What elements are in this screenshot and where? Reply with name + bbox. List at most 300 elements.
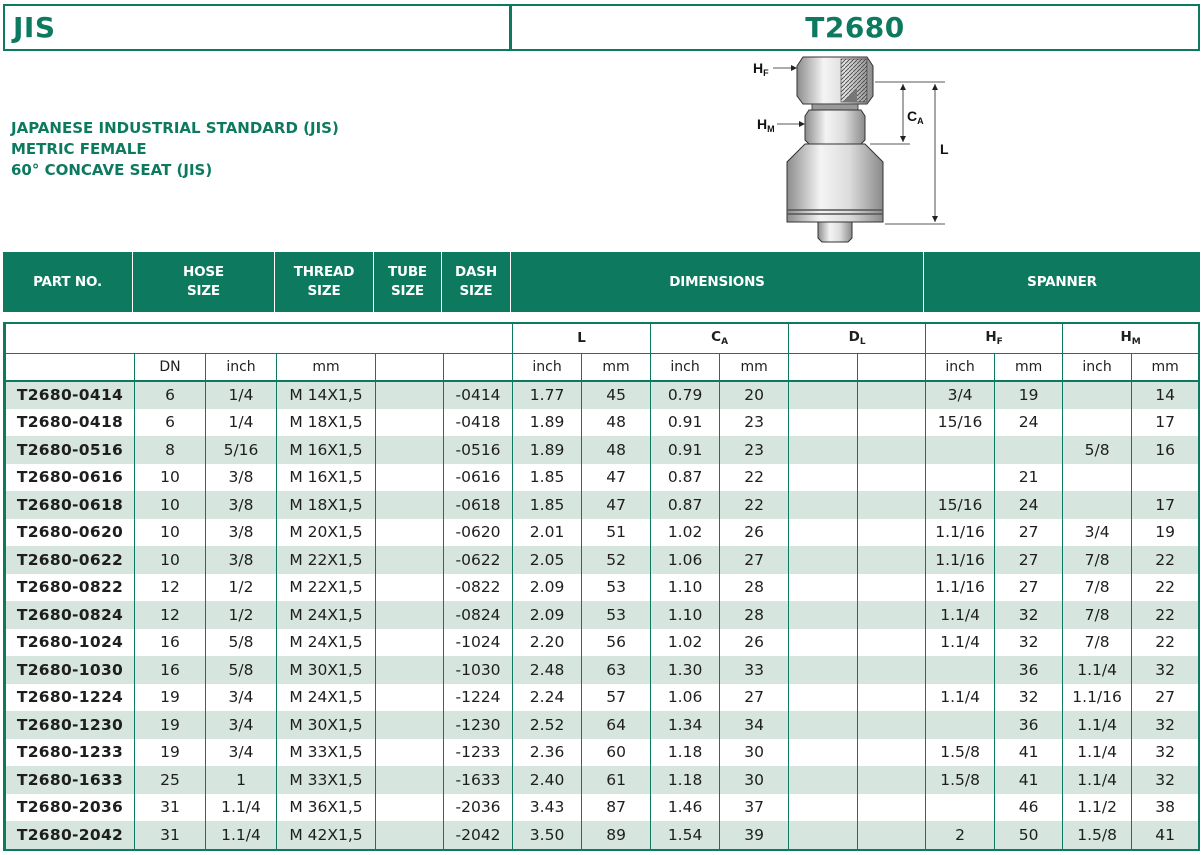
cell-thread-size: M 30X1,5 <box>277 711 376 739</box>
cell-hm-mm: 19 <box>1132 519 1199 547</box>
cell-hm-inch: 1.1/16 <box>1063 684 1132 712</box>
cell-hf-inch <box>926 464 995 492</box>
group-hf: $H_F$ <box>926 324 1063 353</box>
cell-dn: 19 <box>135 739 206 767</box>
cell-ca-mm: 30 <box>720 766 789 794</box>
cell-ca-mm: 28 <box>720 601 789 629</box>
cell-hm-inch <box>1063 409 1132 437</box>
unit-dn: DN <box>135 353 206 381</box>
cell-hm-mm <box>1132 464 1199 492</box>
cell-dn: 19 <box>135 684 206 712</box>
cell-hf-inch: 2 <box>926 821 995 849</box>
cell-hose-inch: 5/8 <box>206 656 277 684</box>
cell-l-mm: 56 <box>582 629 651 657</box>
cell-ca-inch: 1.18 <box>651 766 720 794</box>
cell-tube-size <box>376 794 444 822</box>
cell-ca-inch: 1.46 <box>651 794 720 822</box>
cell-dn: 10 <box>135 519 206 547</box>
cell-l-mm: 64 <box>582 711 651 739</box>
cell-hm-inch <box>1063 464 1132 492</box>
cell-thread-size: M 24X1,5 <box>277 629 376 657</box>
cell-hose-inch: 3/8 <box>206 464 277 492</box>
cell-l-mm: 51 <box>582 519 651 547</box>
cell-l-inch: 2.09 <box>513 601 582 629</box>
cell-dl-inch <box>789 739 858 767</box>
cell-hf-inch: 1.5/8 <box>926 739 995 767</box>
cell-hf-inch: 1.1/16 <box>926 574 995 602</box>
cell-dash-size: -0616 <box>444 464 513 492</box>
cell-ca-inch: 1.06 <box>651 684 720 712</box>
cell-hf-mm: 27 <box>995 546 1063 574</box>
cell-tube-size <box>376 464 444 492</box>
cell-hf-inch: 1.1/4 <box>926 684 995 712</box>
cell-thread-size: M 22X1,5 <box>277 574 376 602</box>
cell-part-no: T2680-0418 <box>6 409 135 437</box>
cell-dn: 6 <box>135 409 206 437</box>
tail-shape <box>818 222 852 242</box>
cell-tube-size <box>376 546 444 574</box>
cell-tube-size <box>376 409 444 437</box>
cell-dl-mm <box>858 574 926 602</box>
ca-label: $C_A$ <box>907 108 924 126</box>
cell-hf-mm: 24 <box>995 409 1063 437</box>
cell-dn: 31 <box>135 821 206 849</box>
group-ca: $C_A$ <box>651 324 789 353</box>
cell-dl-mm <box>858 601 926 629</box>
unit-blank <box>444 353 513 381</box>
cell-ca-inch: 1.10 <box>651 601 720 629</box>
cell-l-inch: 2.52 <box>513 711 582 739</box>
cell-hose-inch: 3/4 <box>206 684 277 712</box>
cell-hf-inch <box>926 711 995 739</box>
cell-l-inch: 2.20 <box>513 629 582 657</box>
cell-part-no: T2680-1230 <box>6 711 135 739</box>
cell-l-mm: 52 <box>582 546 651 574</box>
cell-tube-size <box>376 684 444 712</box>
cell-tube-size <box>376 574 444 602</box>
header-part-no: PART NO. <box>33 273 102 290</box>
cell-hf-mm: 24 <box>995 491 1063 519</box>
unit-row <box>6 353 1199 381</box>
group-blank <box>6 324 513 353</box>
cell-dl-inch <box>789 381 858 409</box>
table-row <box>6 794 1199 822</box>
cell-dl-mm <box>858 519 926 547</box>
cell-l-inch: 1.85 <box>513 464 582 492</box>
cell-ca-inch: 1.54 <box>651 821 720 849</box>
cell-dl-mm <box>858 794 926 822</box>
cell-l-inch: 2.09 <box>513 574 582 602</box>
cell-thread-size: M 18X1,5 <box>277 409 376 437</box>
cell-dn: 25 <box>135 766 206 794</box>
table-row <box>6 821 1199 849</box>
table-row <box>6 766 1199 794</box>
cell-l-inch: 2.40 <box>513 766 582 794</box>
cell-tube-size <box>376 436 444 464</box>
hm-label: $H_M$ <box>757 116 775 134</box>
unit-l-mm: mm <box>582 353 651 381</box>
cell-ca-mm: 37 <box>720 794 789 822</box>
cell-hf-inch: 1.1/16 <box>926 546 995 574</box>
cell-hf-mm: 41 <box>995 766 1063 794</box>
cell-ca-inch: 1.30 <box>651 656 720 684</box>
table-row <box>6 656 1199 684</box>
cell-hf-mm: 27 <box>995 574 1063 602</box>
cell-ca-mm: 23 <box>720 409 789 437</box>
cell-ca-mm: 39 <box>720 821 789 849</box>
unit-hm-inch: inch <box>1063 353 1132 381</box>
cell-l-inch: 2.24 <box>513 684 582 712</box>
cell-l-inch: 2.05 <box>513 546 582 574</box>
cell-part-no: T2680-1030 <box>6 656 135 684</box>
cell-part-no: T2680-1233 <box>6 739 135 767</box>
cell-dash-size: -0824 <box>444 601 513 629</box>
cell-dn: 8 <box>135 436 206 464</box>
cell-part-no: T2680-1224 <box>6 684 135 712</box>
cell-hm-inch: 1.1/4 <box>1063 739 1132 767</box>
cell-l-mm: 61 <box>582 766 651 794</box>
cell-l-inch: 1.77 <box>513 381 582 409</box>
cell-dl-mm <box>858 436 926 464</box>
cell-ca-inch: 1.02 <box>651 629 720 657</box>
cell-thread-size: M 24X1,5 <box>277 684 376 712</box>
cell-dash-size: -0822 <box>444 574 513 602</box>
cell-thread-size: M 18X1,5 <box>277 491 376 519</box>
header-thread-size: THREAD SIZE <box>274 252 373 312</box>
cell-l-inch: 1.89 <box>513 436 582 464</box>
cell-l-inch: 2.36 <box>513 739 582 767</box>
cell-part-no: T2680-0516 <box>6 436 135 464</box>
unit-blank <box>858 353 926 381</box>
cell-hf-mm: 41 <box>995 739 1063 767</box>
cell-tube-size <box>376 766 444 794</box>
cell-ca-mm: 33 <box>720 656 789 684</box>
cell-l-mm: 87 <box>582 794 651 822</box>
cell-hf-mm: 36 <box>995 656 1063 684</box>
header-dimensions: DIMENSIONS <box>510 252 923 312</box>
cell-l-mm: 48 <box>582 409 651 437</box>
table-row <box>6 491 1199 519</box>
cell-hf-mm <box>995 436 1063 464</box>
cell-dash-size: -1230 <box>444 711 513 739</box>
cell-dash-size: -1024 <box>444 629 513 657</box>
cell-thread-size: M 36X1,5 <box>277 794 376 822</box>
cell-hf-inch <box>926 794 995 822</box>
cell-dash-size: -0418 <box>444 409 513 437</box>
table-row <box>6 409 1199 437</box>
cell-hm-inch: 3/4 <box>1063 519 1132 547</box>
cell-dn: 10 <box>135 491 206 519</box>
cell-dash-size: -2036 <box>444 794 513 822</box>
cell-hm-inch: 7/8 <box>1063 574 1132 602</box>
cell-hf-mm: 32 <box>995 684 1063 712</box>
cell-thread-size: M 16X1,5 <box>277 464 376 492</box>
cell-ca-inch: 1.34 <box>651 711 720 739</box>
cell-tube-size <box>376 821 444 849</box>
cell-ca-mm: 26 <box>720 519 789 547</box>
cell-l-inch: 1.85 <box>513 491 582 519</box>
cell-tube-size <box>376 601 444 629</box>
cell-dash-size: -0516 <box>444 436 513 464</box>
cell-l-inch: 2.48 <box>513 656 582 684</box>
cell-hm-inch: 1.1/2 <box>1063 794 1132 822</box>
description-line: 60° CONCAVE SEAT (JIS) <box>11 161 213 179</box>
cell-dl-mm <box>858 766 926 794</box>
cell-part-no: T2680-0620 <box>6 519 135 547</box>
cell-hm-mm: 38 <box>1132 794 1199 822</box>
cell-hf-mm: 36 <box>995 711 1063 739</box>
cell-dash-size: -2042 <box>444 821 513 849</box>
cell-hf-inch: 1.5/8 <box>926 766 995 794</box>
cell-dl-inch <box>789 546 858 574</box>
cell-ca-mm: 20 <box>720 381 789 409</box>
unit-blank <box>6 353 135 381</box>
cell-hose-inch: 3/8 <box>206 491 277 519</box>
hex-body-shape <box>805 110 865 144</box>
unit-ca-inch: inch <box>651 353 720 381</box>
cell-dn: 19 <box>135 711 206 739</box>
cell-part-no: T2680-0622 <box>6 546 135 574</box>
unit-ca-mm: mm <box>720 353 789 381</box>
cell-tube-size <box>376 739 444 767</box>
header-dash-size: DASH SIZE <box>441 252 510 312</box>
cell-dl-mm <box>858 629 926 657</box>
cell-ca-mm: 27 <box>720 546 789 574</box>
unit-blank <box>376 353 444 381</box>
cell-hm-inch: 7/8 <box>1063 546 1132 574</box>
cell-l-mm: 53 <box>582 574 651 602</box>
cell-hf-inch: 1.1/4 <box>926 629 995 657</box>
cell-dl-mm <box>858 409 926 437</box>
description-line: METRIC FEMALE <box>11 140 147 158</box>
cell-hm-inch: 7/8 <box>1063 601 1132 629</box>
group-dl: $D_L$ <box>789 324 926 353</box>
table-row <box>6 381 1199 409</box>
table-row <box>6 464 1199 492</box>
cell-l-mm: 47 <box>582 464 651 492</box>
cell-ca-inch: 1.02 <box>651 519 720 547</box>
parts-table <box>3 322 1200 851</box>
cell-hm-mm: 17 <box>1132 409 1199 437</box>
cell-dl-mm <box>858 546 926 574</box>
cell-hm-mm: 32 <box>1132 739 1199 767</box>
cell-ca-inch: 0.87 <box>651 464 720 492</box>
cell-ca-mm: 28 <box>720 574 789 602</box>
cell-dl-inch <box>789 574 858 602</box>
cell-ca-mm: 27 <box>720 684 789 712</box>
table-body <box>6 381 1199 849</box>
cell-hm-inch: 5/8 <box>1063 436 1132 464</box>
unit-hm-mm: mm <box>1132 353 1199 381</box>
cell-tube-size <box>376 656 444 684</box>
cell-l-mm: 63 <box>582 656 651 684</box>
table-row <box>6 629 1199 657</box>
cell-hm-mm: 22 <box>1132 574 1199 602</box>
cell-hose-inch: 3/8 <box>206 519 277 547</box>
cell-dl-inch <box>789 656 858 684</box>
unit-l-inch: inch <box>513 353 582 381</box>
cell-hm-inch <box>1063 491 1132 519</box>
cell-dl-inch <box>789 684 858 712</box>
cell-hf-mm: 32 <box>995 629 1063 657</box>
cell-dn: 10 <box>135 464 206 492</box>
cell-hf-inch: 1.1/16 <box>926 519 995 547</box>
cell-dash-size: -0618 <box>444 491 513 519</box>
cell-hose-inch: 1.1/4 <box>206 821 277 849</box>
cell-dash-size: -1224 <box>444 684 513 712</box>
table-row <box>6 684 1199 712</box>
table-row <box>6 574 1199 602</box>
cell-hf-mm: 32 <box>995 601 1063 629</box>
cell-l-mm: 45 <box>582 381 651 409</box>
cell-ca-inch: 1.10 <box>651 574 720 602</box>
cell-hf-mm: 19 <box>995 381 1063 409</box>
cell-ca-inch: 0.91 <box>651 409 720 437</box>
cell-tube-size <box>376 519 444 547</box>
cell-tube-size <box>376 711 444 739</box>
cell-hose-inch: 1/2 <box>206 574 277 602</box>
cell-dl-inch <box>789 519 858 547</box>
dimension-group-row <box>6 324 1199 353</box>
cell-hm-inch: 1.5/8 <box>1063 821 1132 849</box>
l-label: L <box>940 141 949 157</box>
cell-dash-size: -1030 <box>444 656 513 684</box>
neck-shape <box>812 104 858 110</box>
standard-title-box <box>3 4 511 51</box>
cell-hm-mm: 17 <box>1132 491 1199 519</box>
cell-thread-size: M 33X1,5 <box>277 766 376 794</box>
unit-blank <box>789 353 858 381</box>
product-description <box>11 118 339 181</box>
cell-thread-size: M 16X1,5 <box>277 436 376 464</box>
cell-ca-mm: 22 <box>720 491 789 519</box>
description-line: JAPANESE INDUSTRIAL STANDARD (JIS) <box>11 119 339 137</box>
cell-ca-mm: 30 <box>720 739 789 767</box>
table-row <box>6 601 1199 629</box>
cell-hose-inch: 3/4 <box>206 711 277 739</box>
table-row <box>6 711 1199 739</box>
cell-hm-mm: 16 <box>1132 436 1199 464</box>
cell-hm-mm: 32 <box>1132 766 1199 794</box>
cell-l-inch: 3.43 <box>513 794 582 822</box>
cell-hm-inch: 1.1/4 <box>1063 656 1132 684</box>
header-tube-size: TUBE SIZE <box>373 252 441 312</box>
cell-ca-mm: 34 <box>720 711 789 739</box>
cell-hf-inch: 3/4 <box>926 381 995 409</box>
cell-thread-size: M 33X1,5 <box>277 739 376 767</box>
cell-dl-inch <box>789 711 858 739</box>
cell-hf-mm: 50 <box>995 821 1063 849</box>
cell-dash-size: -0414 <box>444 381 513 409</box>
cell-l-mm: 48 <box>582 436 651 464</box>
cell-dl-inch <box>789 601 858 629</box>
cell-hf-inch: 1.1/4 <box>926 601 995 629</box>
cell-dl-inch <box>789 464 858 492</box>
header-spanner: SPANNER <box>923 252 1200 312</box>
cell-ca-mm: 22 <box>720 464 789 492</box>
cell-dl-inch <box>789 766 858 794</box>
cell-thread-size: M 24X1,5 <box>277 601 376 629</box>
cell-hm-mm: 14 <box>1132 381 1199 409</box>
cell-ca-inch: 1.06 <box>651 546 720 574</box>
standard-title: JIS <box>13 11 56 44</box>
cell-hose-inch: 1/4 <box>206 409 277 437</box>
cell-hm-mm: 41 <box>1132 821 1199 849</box>
cell-hose-inch: 1 <box>206 766 277 794</box>
cell-hm-mm: 22 <box>1132 546 1199 574</box>
cell-dash-size: -0620 <box>444 519 513 547</box>
cell-dn: 12 <box>135 574 206 602</box>
group-hm: $H_M$ <box>1063 324 1199 353</box>
cell-dash-size: -0622 <box>444 546 513 574</box>
cell-hose-inch: 3/4 <box>206 739 277 767</box>
cell-hose-inch: 3/8 <box>206 546 277 574</box>
cell-dn: 16 <box>135 629 206 657</box>
cell-hose-inch: 1/4 <box>206 381 277 409</box>
cell-l-inch: 1.89 <box>513 409 582 437</box>
cell-l-mm: 89 <box>582 821 651 849</box>
cell-dl-inch <box>789 491 858 519</box>
cell-l-inch: 3.50 <box>513 821 582 849</box>
cell-hm-inch: 1.1/4 <box>1063 711 1132 739</box>
cell-thread-size: M 20X1,5 <box>277 519 376 547</box>
cell-hf-mm: 27 <box>995 519 1063 547</box>
unit-thread-mm: mm <box>277 353 376 381</box>
cell-dn: 6 <box>135 381 206 409</box>
cell-part-no: T2680-2042 <box>6 821 135 849</box>
cell-part-no: T2680-0616 <box>6 464 135 492</box>
cell-dl-mm <box>858 711 926 739</box>
cell-hose-inch: 1/2 <box>206 601 277 629</box>
cell-part-no: T2680-0618 <box>6 491 135 519</box>
cell-dl-inch <box>789 629 858 657</box>
cell-dl-mm <box>858 656 926 684</box>
cell-dl-mm <box>858 739 926 767</box>
cell-hose-inch: 5/8 <box>206 629 277 657</box>
cell-hm-mm: 22 <box>1132 629 1199 657</box>
cell-hf-inch: 15/16 <box>926 409 995 437</box>
unit-hose-inch: inch <box>206 353 277 381</box>
cell-dl-mm <box>858 491 926 519</box>
cell-hm-mm: 32 <box>1132 656 1199 684</box>
table-row <box>6 739 1199 767</box>
cell-hf-inch <box>926 436 995 464</box>
cell-hm-inch: 7/8 <box>1063 629 1132 657</box>
group-l: L <box>513 324 651 353</box>
cell-thread-size: M 42X1,5 <box>277 821 376 849</box>
cell-hose-inch: 1.1/4 <box>206 794 277 822</box>
header-hose-size: HOSE SIZE <box>132 252 274 312</box>
cell-dl-mm <box>858 684 926 712</box>
cell-dash-size: -1633 <box>444 766 513 794</box>
cell-part-no: T2680-0824 <box>6 601 135 629</box>
cell-thread-size: M 30X1,5 <box>277 656 376 684</box>
model-title-box <box>510 4 1200 51</box>
cell-ca-inch: 0.79 <box>651 381 720 409</box>
unit-hf-mm: mm <box>995 353 1063 381</box>
cell-part-no: T2680-0414 <box>6 381 135 409</box>
cell-dl-inch <box>789 821 858 849</box>
cell-dn: 10 <box>135 546 206 574</box>
model-title: T2680 <box>805 11 905 44</box>
cell-part-no: T2680-0822 <box>6 574 135 602</box>
cell-hm-mm: 22 <box>1132 601 1199 629</box>
column-header-band <box>3 252 1200 312</box>
cell-dl-mm <box>858 464 926 492</box>
hf-label: $H_F$ <box>753 60 769 78</box>
table-row <box>6 436 1199 464</box>
cell-ca-inch: 1.18 <box>651 739 720 767</box>
